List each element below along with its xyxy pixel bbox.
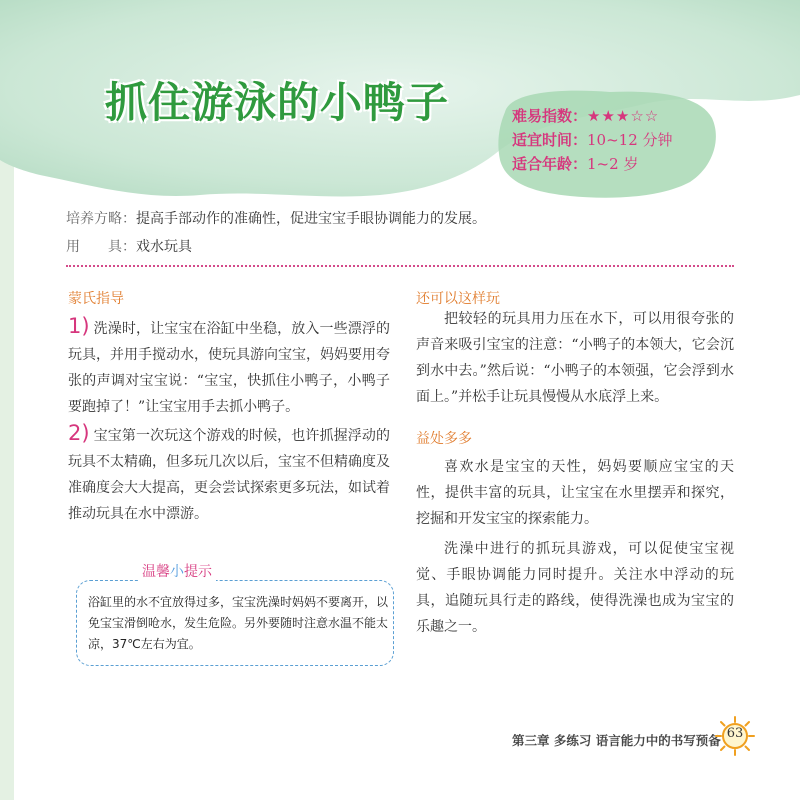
tip-text: 浴缸里的水不宜放得过多，宝宝洗澡时妈妈不要离开，以免宝宝滑倒呛水，发生危险。另外要随时注意水温不能太凉，37℃左右为宜。 [88, 595, 389, 651]
benefits-text-2: 洗澡中进行的抓玩具游戏，可以促使宝宝视觉、手眼协调能力同时提升。关注水中浮动的玩具，追随玩具行走的路线，使得洗澡也成为宝宝的乐趣之一。 [416, 541, 734, 635]
tip-title [138, 561, 216, 581]
difficulty-stars: ★★★☆☆ [587, 107, 660, 125]
tip-title-dot: 小 [170, 564, 184, 580]
more-ways-heading: 还可以这样玩 [416, 291, 500, 307]
step-2-number: 2) [68, 421, 90, 445]
page-title: 抓住游泳的小鸭子 [105, 78, 450, 127]
step-1-paragraph [68, 313, 390, 420]
time-label: 适宜时间： [512, 131, 588, 149]
goal-label: 培养方略： [66, 211, 136, 227]
step-1-number: 1) [68, 314, 90, 338]
step-2-text: 宝宝第一次玩这个游戏的时候，也许抓握浮动的玩具不太精确，但多玩几次以后，宝宝不但精确度及准确度会大大提高，更会尝试探索更多玩法，如试着推动玩具在水中漂游。 [68, 428, 390, 522]
tools-value: 戏水玩具 [136, 239, 192, 255]
chapter-footer: 第三章 多练习 语言能力中的书写预备 [512, 733, 721, 748]
activity-info-card [512, 104, 702, 176]
age-row [512, 152, 702, 176]
page-number: 63 [726, 726, 744, 741]
difficulty-row [512, 104, 702, 128]
time-row [512, 128, 702, 152]
difficulty-label: 难易指数： [512, 107, 588, 125]
tools-label: 用 具： [66, 239, 136, 255]
tip-title-a: 温馨 [142, 564, 170, 580]
montessori-guide-heading: 蒙氏指导 [68, 291, 124, 307]
tools-line [66, 236, 192, 256]
tip-title-b: 提示 [184, 564, 212, 580]
goal-line [66, 208, 486, 228]
section-divider [66, 265, 734, 267]
age-value: 1~2 岁 [587, 155, 639, 173]
time-value: 10~12 分钟 [587, 131, 673, 149]
age-label: 适合年龄： [512, 155, 588, 173]
goal-value: 提高手部动作的准确性，促进宝宝手眼协调能力的发展。 [136, 211, 486, 227]
step-1-text: 洗澡时，让宝宝在浴缸中坐稳，放入一些漂浮的玩具，并用手搅动水，使玩具游向宝宝，妈妈要用夸张的声调对宝宝说：“宝宝，快抓住小鸭子，小鸭子要跑掉了！”让宝宝用手去抓小鸭子。 [68, 321, 390, 415]
more-ways-text: 把较轻的玩具用力压在水下，可以用很夸张的声音来吸引宝宝的注意：“小鸭子的本领大，它会沉到水中去。”然后说：“小鸭子的本领强，它会浮到水面上。”并松手让玩具慢慢从水底浮上来。 [416, 311, 734, 405]
benefits-heading: 益处多多 [416, 431, 472, 447]
step-2-paragraph [68, 420, 390, 527]
benefits-text-1: 喜欢水是宝宝的天性，妈妈要顺应宝宝的天性，提供丰富的玩具，让宝宝在水里摆弄和探究，挖掘和开发宝宝的探索能力。 [416, 459, 734, 527]
